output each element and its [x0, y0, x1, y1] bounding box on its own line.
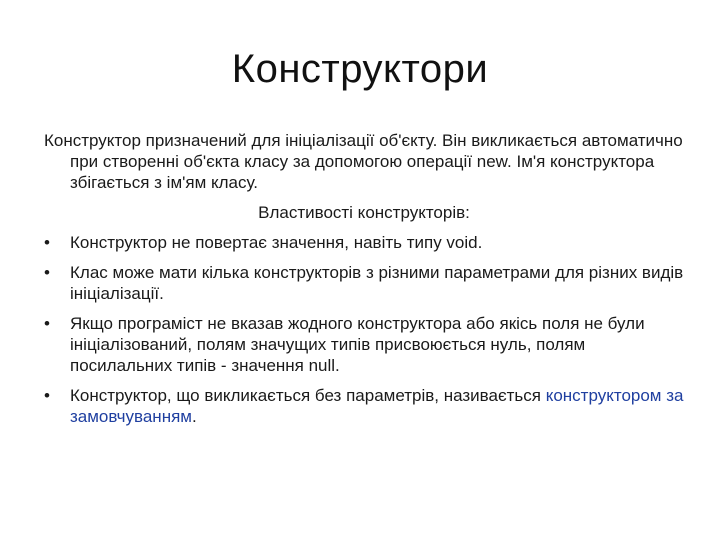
properties-list: [44, 232, 684, 427]
list-item-text: Конструктор не повертає значення, навіть типу void.: [70, 233, 483, 252]
bullet-icon: •: [44, 233, 50, 252]
list-item-text: Клас може мати кілька конструкторів з різними параметрами для різних видів ініціалізації.: [70, 263, 684, 303]
properties-subheading: Властивості конструкторів:: [258, 203, 470, 222]
bullet-icon: •: [44, 263, 50, 282]
slide-title: Конструктори: [231, 47, 489, 91]
list-item-text: Якщо програміст не вказав жодного конструктора або якісь поля не були ініціалізований, полям значущих типів присвоюється нуль, полям посилальних типів - значення null.: [70, 314, 645, 375]
list-item-tail: .: [191, 407, 197, 426]
list-item: [44, 232, 684, 253]
bullet-icon: •: [44, 386, 50, 405]
list-item: [44, 313, 684, 376]
bullet-icon: •: [44, 314, 50, 333]
default-constructor-term: конструктором за замовчуванням: [70, 386, 684, 426]
slide-body: [44, 130, 684, 436]
list-item-text: Конструктор, що викликається без параметрів, називається: [70, 386, 546, 405]
intro-paragraph: Конструктор призначений для ініціалізації об'єкту. Він викликається автоматично при створенні об'єкта класу за допомогою операції new. Ім'я конструктора збігається з ім'ям класу.: [44, 131, 683, 192]
list-item: [44, 385, 684, 427]
list-item: [44, 262, 684, 304]
